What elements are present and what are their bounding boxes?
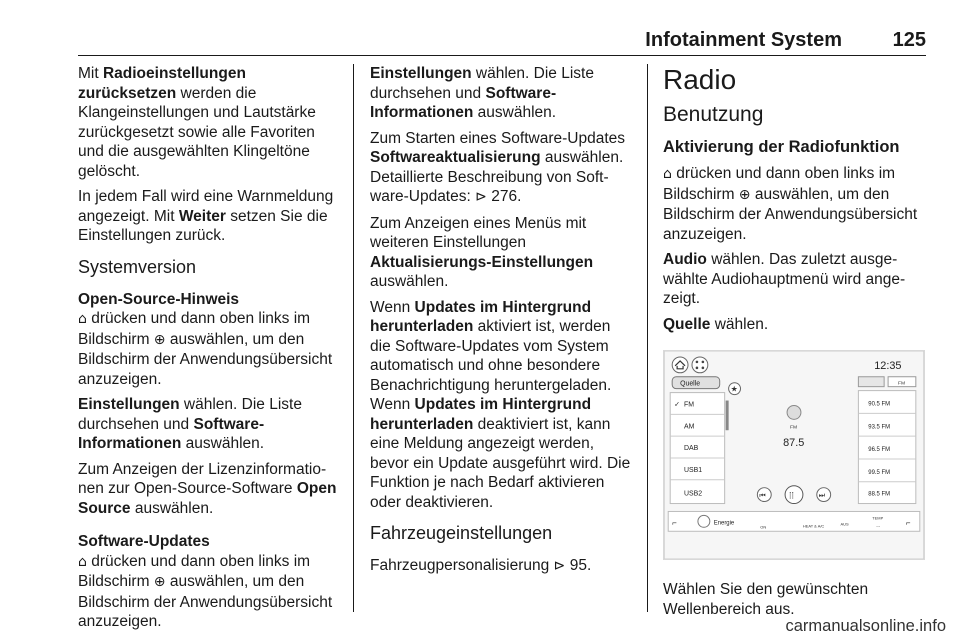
- page-number: 125: [892, 29, 926, 51]
- band-item: USB1: [684, 466, 703, 474]
- band-item: AM: [684, 423, 695, 431]
- heading-open-source: Open-Source-Hinweis: [78, 290, 240, 308]
- column-divider-1: [353, 64, 354, 612]
- svg-text:⁞⁞: ⁞⁞: [789, 490, 795, 501]
- svg-text:FM: FM: [790, 425, 798, 431]
- band-item: USB2: [684, 490, 703, 498]
- heading-systemversion: Systemversion: [78, 256, 197, 277]
- screen-clock: 12:35: [874, 359, 902, 372]
- preset-item: 93.5 FM: [868, 424, 891, 431]
- svg-text:---: ---: [876, 523, 881, 529]
- header-rule: [78, 55, 926, 56]
- heading-radio: Radio: [663, 64, 737, 95]
- svg-text:FM: FM: [898, 381, 906, 387]
- column-1: [78, 64, 340, 638]
- column-2: [370, 64, 634, 583]
- band-item: DAB: [684, 445, 699, 453]
- column-divider-2: [647, 64, 648, 612]
- heading-aktivierung: Aktivierung der Radiofunktion: [663, 138, 900, 156]
- preset-item: 96.5 FM: [868, 447, 891, 454]
- heading-fahrzeugeinstellungen: Fahrzeugeinstellungen: [370, 523, 553, 543]
- paragraph: Fahrzeugpersonalisierung ⊳ 95.: [370, 557, 592, 574]
- apps-grid-icon: ⊕: [153, 574, 166, 590]
- current-frequency: 87.5: [783, 437, 805, 450]
- paragraph: Quelle wählen.: [663, 315, 769, 333]
- paragraph: Mit Radioeinstellungen zurücksetzen werden die Klangeinstellungen und Lautstärke zurückgesetzt sowie alle Favoriten und die ausgewählten Klingeltöne gelöscht.: [78, 65, 316, 180]
- heading-benutzung: Benutzung: [663, 103, 764, 126]
- heading-software-updates: Software-Updates: [78, 533, 210, 550]
- home-icon: ⌂: [78, 311, 87, 327]
- page-reference-icon: ⊳: [553, 558, 570, 574]
- svg-text:AUS: AUS: [840, 521, 849, 527]
- paragraph: In jedem Fall wird eine Warnmeldung angezeigt. Mit Weiter setzen Sie die Einstellungen zurück.: [78, 188, 334, 244]
- paragraph: ⌂ drücken und dann oben links im Bildschirm ⊕ auswählen, um den Bildschirm der Anwendungsübersicht anzuzeigen.: [78, 552, 333, 630]
- band-list: [670, 393, 724, 504]
- paragraph: Wenn Updates im Hintergrund herunterladen aktiviert ist, werden die Software-Updates vom System automatisch und ohne besondere Benachrichtigung heruntergeladen. Wenn Updates im Hintergrund herunterladen deaktiviert ist, kann eine Meldung angezeigt werden, bevor ein Update ausgeführt wird. Die Funktion je nach Bedarf aktivieren oder deaktivieren.: [370, 298, 631, 511]
- apps-grid-icon: [692, 357, 708, 373]
- page-reference-icon: ⊳: [475, 189, 492, 205]
- svg-text:HEAT & A/C: HEAT & A/C: [802, 523, 825, 529]
- page-header: [78, 28, 926, 52]
- paragraph: Wählen Sie den gewünschten Wellenbereich aus.: [663, 581, 869, 618]
- apps-grid-icon: ⊕: [738, 186, 751, 203]
- svg-text:★: ★: [730, 384, 738, 394]
- radio-screen-illustration: [663, 350, 925, 560]
- home-icon: ⌂: [78, 553, 87, 570]
- svg-text:ON: ON: [760, 524, 767, 530]
- preset-item: 88.5 FM: [868, 491, 891, 498]
- seat-icon: ⌐: [672, 518, 677, 528]
- paragraph: Audio wählen. Das zuletzt ausgewählte Audiohauptmenü wird angezeigt.: [663, 251, 906, 307]
- watermark: carmanualsonline.info: [785, 617, 946, 635]
- paragraph: Zum Starten eines Software-Updates Softwareaktualisierung auswählen. Detaillierte Beschreibung von Software-Updates: ⊳ 276.: [370, 129, 626, 205]
- paragraph: Einstellungen wählen. Die Liste durchsehen und Software-Informationen auswählen.: [78, 396, 302, 452]
- home-icon: [672, 357, 688, 373]
- preset-item: 90.5 FM: [868, 401, 891, 408]
- preset-list: [858, 377, 915, 504]
- svg-text:Energie: Energie: [713, 520, 735, 527]
- home-icon: ⌂: [663, 166, 672, 182]
- band-item: FM: [684, 401, 695, 409]
- svg-text:TEMP: TEMP: [872, 515, 884, 521]
- svg-text:✓: ✓: [674, 401, 680, 409]
- header-title: Infotainment System: [645, 29, 842, 51]
- column-3: [663, 64, 928, 625]
- source-button: Quelle: [680, 380, 701, 388]
- energy-icon: [698, 515, 710, 527]
- svg-text:⏭: ⏭: [818, 492, 825, 500]
- svg-text:⌐: ⌐: [905, 518, 911, 528]
- paragraph: ⌂ drücken und dann oben links im Bildschirm ⊕ auswählen, um den Bildschirm der Anwendungsübersicht anzuzeigen.: [78, 310, 333, 388]
- apps-grid-icon: ⊕: [153, 331, 166, 348]
- radio-screen-figure: [663, 350, 925, 560]
- paragraph: Zum Anzeigen eines Menüs mit weiteren Einstellungen Aktualisierungs-Einstellungen auswählen.: [370, 214, 594, 290]
- paragraph: Einstellungen wählen. Die Liste durchsehen und Software-Informationen auswählen.: [370, 65, 594, 121]
- paragraph: ⌂ drücken und dann oben links im Bildschirm ⊕ auswählen, um den Bildschirm der Anwendungsübersicht anzuzeigen.: [663, 165, 918, 243]
- svg-text:⏮: ⏮: [759, 492, 766, 500]
- paragraph: Zum Anzeigen der Lizenzinformationen zur Open-Source-Software Open Source auswählen.: [78, 460, 337, 517]
- preset-item: 99.5 FM: [868, 469, 891, 476]
- radio-icon: [787, 405, 801, 419]
